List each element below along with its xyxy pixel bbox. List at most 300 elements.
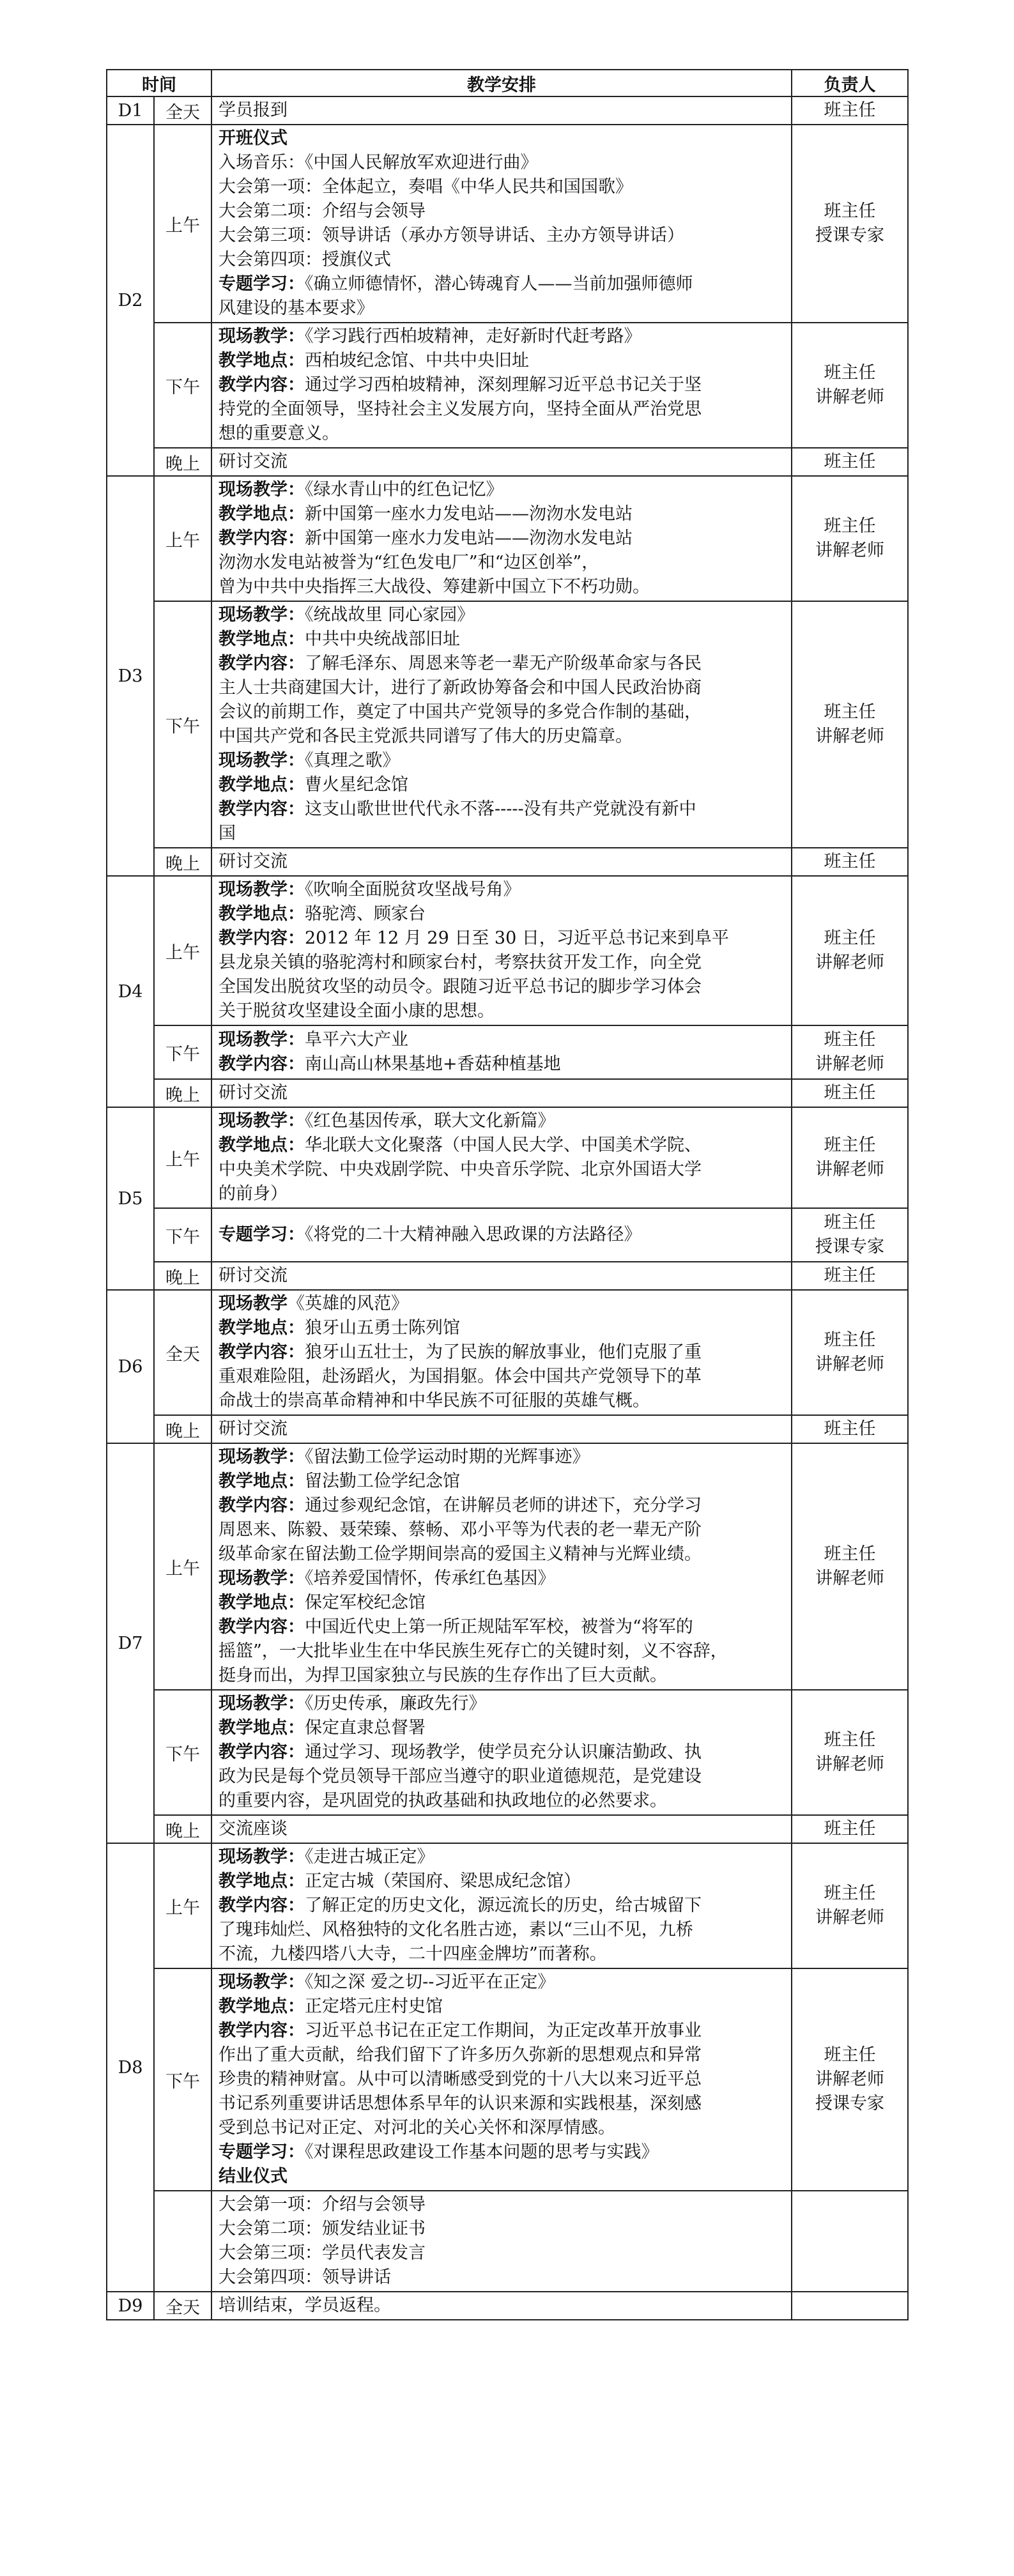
arrangement-cell [211,1690,792,1815]
arrangement-line [219,1340,785,1365]
period-cell: 晚上 [154,1079,211,1107]
arrangement-cell [211,1968,792,2191]
item-text: 《统战故里 同心家园》 [305,605,475,625]
period-cell: 下午 [154,323,211,448]
item-label: 现场教学： [219,880,305,900]
arrangement-line [219,902,785,926]
period-cell: 上午 [154,876,211,1025]
day-cell: D7 [107,1443,154,1843]
arrangement-line [219,1518,785,1542]
item-text: 研讨交流 [219,1083,288,1103]
arrangement-line [219,224,785,248]
arrangement-line [219,975,785,999]
arrangement-line [219,1894,785,1918]
arrangement-line [219,98,785,123]
item-text: 阜平六大产业 [305,1030,408,1050]
arrangement-line [219,676,785,700]
item-label: 现场教学 [219,1294,288,1314]
arrangement-line [219,1817,785,1841]
item-label: 教学内容： [219,1742,305,1762]
item-text: 《留法勤工俭学运动时期的光辉事迹》 [305,1447,590,1467]
item-text: 狼牙山五勇士陈列馆 [305,1318,460,1338]
schedule-row [107,1107,908,1208]
owner-name: 讲解老师 [815,953,884,972]
arrangement-cell [211,1079,792,1107]
arrangement-cell [211,1025,792,1079]
arrangement-line [219,478,785,502]
schedule-row [107,2191,908,2292]
owner-cell [792,601,908,848]
schedule-row [107,1262,908,1290]
arrangement-line [219,1716,785,1740]
period-cell: 晚上 [154,448,211,476]
arrangement-line [219,2241,785,2266]
item-text: 大会第四项：领导讲话 [219,2267,391,2287]
item-text: 保定军校纪念馆 [305,1593,426,1613]
arrangement-cell [211,125,792,323]
arrangement-line [219,773,785,797]
day-cell: D3 [107,476,154,876]
owner-cell [792,1968,908,2191]
owner-name: 班主任 [824,1135,876,1155]
owner-name: 讲解老师 [815,540,884,560]
item-label: 教学内容： [219,1342,305,1362]
owner-cell [792,1443,908,1690]
item-text: 《真理之歌》 [305,751,400,770]
schedule-row [107,448,908,476]
owner-name: 讲解老师 [815,1754,884,1774]
schedule-row [107,476,908,601]
item-text: 珍贵的精神财富。从中可以清晰感受到党的十八大以来习近平总 [219,2069,702,2089]
arrangement-cell [211,1443,792,1690]
item-text: 挺身而出，为捍卫国家独立与民族的生存作出了巨大贡献。 [219,1666,667,1685]
arrangement-line [219,1445,785,1469]
owner-name: 班主任 [824,100,876,120]
period-cell [154,2191,211,2292]
arrangement-cell [211,2191,792,2292]
item-text: 交流座谈 [219,1819,288,1839]
item-label: 现场教学： [219,1568,305,1588]
item-text: 《将党的二十大精神融入思政课的方法路径》 [305,1225,641,1245]
arrangement-cell [211,601,792,848]
item-text: 命战士的崇高革命精神和中华民族不可征服的英雄气概。 [219,1391,650,1411]
arrangement-line [219,1542,785,1567]
item-text: 大会第四项：授旗仪式 [219,250,391,270]
item-text: 中共中央统战部旧址 [305,629,460,649]
period-cell: 全天 [154,96,211,125]
header-arrangement: 教学安排 [211,70,792,96]
item-text: 级革命家在留法勤工俭学期间崇高的爱国主义精神与光辉业绩。 [219,1544,702,1564]
schedule-row [107,1815,908,1843]
item-text: 《绿水青山中的红色记忆》 [305,480,503,500]
period-cell: 上午 [154,1443,211,1690]
day-cell: D8 [107,1843,154,2292]
item-text: 不流，九楼四塔八大寺，二十四座金牌坊”而著称。 [219,1944,607,1964]
arrangement-line [219,1158,785,1182]
arrangement-cell [211,1843,792,1968]
arrangement-line [219,575,785,599]
arrangement-cell [211,1107,792,1208]
period-cell: 晚上 [154,848,211,876]
item-label: 教学地点： [219,775,305,795]
item-text: 了解正定的历史文化，源远流长的历史，给古城留下 [305,1896,702,1915]
header-owner: 负责人 [792,70,908,96]
arrangement-line [219,151,785,175]
arrangement-line [219,349,785,373]
header-time: 时间 [107,70,211,96]
item-label: 教学内容： [219,1896,305,1915]
arrangement-line [219,1995,785,2019]
item-label: 现场教学： [219,1972,305,1992]
item-text: 摇篮”，一大批毕业生在中华民族生死存亡的关键时刻，义不容辞， [219,1641,728,1661]
arrangement-line [219,627,785,652]
period-cell: 下午 [154,1968,211,2191]
item-label: 教学内容： [219,799,305,819]
arrangement-line [219,797,785,822]
item-label: 教学地点： [219,904,305,924]
item-text: 学员报到 [219,100,288,120]
period-cell: 下午 [154,1690,211,1815]
item-text: 县龙泉关镇的骆驼湾村和顾家台村，考察扶贫开发工作，向全党 [219,953,702,972]
arrangement-line [219,1469,785,1494]
arrangement-line [219,2043,785,2067]
item-text: 中国共产党和各民主党派共同谱写了伟大的历史篇章。 [219,726,633,746]
owner-cell [792,848,908,876]
schedule-row [107,1968,908,2191]
owner-name: 讲解老师 [815,1160,884,1179]
item-label: 教学内容： [219,1054,305,1074]
arrangement-cell [211,876,792,1025]
item-text: 《对课程思政建设工作基本问题的思考与实践》 [305,2142,659,2162]
item-text: 风建设的基本要求》 [219,298,374,318]
arrangement-line [219,1182,785,1206]
owner-cell [792,1079,908,1107]
arrangement-line [219,1052,785,1077]
arrangement-line [219,1028,785,1052]
item-label: 教学地点： [219,1997,305,2016]
owner-name: 讲解老师 [815,1908,884,1928]
item-text: 重艰难险阻，赴汤蹈火，为国捐躯。体会中国共产党领导下的革 [219,1367,702,1386]
item-text: 培训结束，学员返程。 [219,2296,391,2315]
period-cell: 下午 [154,601,211,848]
period-cell: 晚上 [154,1415,211,1443]
arrangement-line [219,2067,785,2092]
arrangement-line [219,749,785,773]
item-label: 教学内容： [219,2021,305,2041]
item-label: 现场教学： [219,480,305,500]
period-cell: 晚上 [154,1262,211,1290]
schedule-row [107,96,908,125]
day-cell: D2 [107,125,154,476]
item-text: 书记系列重要讲话思想体系早年的认识来源和实践根基，深刻感 [219,2094,702,2113]
arrangement-line [219,1264,785,1288]
arrangement-line [219,1223,785,1247]
item-text: 习近平总书记在正定工作期间，为正定改革开放事业 [305,2021,702,2041]
item-label: 现场教学： [219,751,305,770]
arrangement-line [219,502,785,526]
arrangement-line [219,2217,785,2241]
item-text: 研讨交流 [219,452,288,471]
item-label: 教学内容： [219,654,305,673]
owner-cell [792,1690,908,1815]
owner-name: 授课专家 [815,2094,884,2113]
day-cell: D9 [107,2292,154,2320]
period-cell: 上午 [154,476,211,601]
arrangement-cell [211,1208,792,1262]
owner-name: 讲解老师 [815,387,884,407]
owner-cell [792,876,908,1025]
item-text: 保定直隶总督署 [305,1718,426,1738]
item-text: 研讨交流 [219,852,288,871]
arrangement-line [219,2294,785,2318]
owner-cell [792,1415,908,1443]
owner-name: 讲解老师 [815,726,884,746]
arrangement-line [219,1591,785,1615]
owner-name: 班主任 [824,1083,876,1103]
arrangement-line [219,2092,785,2116]
item-text: 了瑰玮灿烂、风格独特的文化名胜古迹，素以“三山不见，九桥 [219,1920,693,1940]
owner-name: 班主任 [824,2045,876,2065]
arrangement-line [219,248,785,272]
period-cell: 全天 [154,1290,211,1415]
item-text: 研讨交流 [219,1266,288,1285]
arrangement-line [219,951,785,975]
header-row [107,70,908,96]
arrangement-line [219,1389,785,1413]
arrangement-line [219,1845,785,1869]
arrangement-cell [211,848,792,876]
item-label: 教学内容： [219,528,305,548]
item-label: 专题学习： [219,1225,305,1245]
owner-cell [792,448,908,476]
owner-name: 班主任 [824,1330,876,1350]
item-label: 教学地点： [219,351,305,371]
item-label: 教学地点： [219,1593,305,1613]
schedule-row [107,1079,908,1107]
item-text: 作出了重大贡献，给我们留下了许多历久弥新的思想观点和异常 [219,2045,702,2065]
item-text: 主人士共商建国大计，进行了新政协筹备会和中国人民政治协商 [219,678,702,698]
arrangement-line [219,1292,785,1316]
arrangement-line [219,325,785,349]
owner-name: 班主任 [824,1213,876,1232]
schedule-row [107,848,908,876]
owner-name: 班主任 [824,452,876,471]
arrangement-line [219,1316,785,1340]
item-text: 正定塔元庄村史馆 [305,1997,443,2016]
item-text: 通过学习、现场教学，使学员充分认识廉洁勤政、执 [305,1742,702,1762]
arrangement-line [219,1789,785,1813]
item-text: 持党的全面领导，坚持社会主义发展方向，坚持全面从严治党思 [219,399,702,419]
item-text: 通过参观纪念馆，在讲解员老师的讲述下，充分学习 [305,1496,702,1515]
item-text: 沕沕水发电站被誉为“红色发电厂”和“边区创举”， [219,553,599,572]
period-cell: 上午 [154,1107,211,1208]
item-text: 华北联大文化聚落（中国人民大学、中国美术学院、 [305,1135,702,1155]
item-text: 《学习践行西柏坡精神，走好新时代赶考路》 [305,326,641,346]
arrangement-line [219,1417,785,1441]
item-text: 的前身） [219,1184,288,1204]
owner-name: 班主任 [824,363,876,383]
owner-name: 班主任 [824,1266,876,1285]
arrangement-cell [211,96,792,125]
owner-cell [792,1107,908,1208]
arrangement-line [219,1133,785,1158]
item-text: 《吹响全面脱贫攻坚战号角》 [305,880,521,900]
item-label: 教学地点： [219,1871,305,1891]
item-text: 中国近代史上第一所正规陆军军校，被誉为“将军的 [305,1617,693,1637]
item-text: 《培养爱国情怀，传承红色基因》 [305,1568,555,1588]
item-label: 现场教学： [219,1694,305,1713]
arrangement-line [219,1109,785,1133]
arrangement-line [219,850,785,874]
arrangement-line [219,1918,785,1942]
schedule-row [107,1208,908,1262]
owner-name: 班主任 [824,1419,876,1439]
arrangement-line [219,1942,785,1966]
arrangement-line [219,603,785,627]
item-text: 了解毛泽东、周恩来等老一辈无产阶级革命家与各民 [305,654,702,673]
owner-name: 班主任 [824,928,876,948]
day-cell: D6 [107,1290,154,1443]
item-text: 《确立师德情怀，潜心铸魂育人——当前加强师德师 [305,274,693,294]
arrangement-line [219,175,785,199]
item-text: 想的重要意义。 [219,424,339,443]
item-text: 入场音乐：《中国人民解放军欢迎进行曲》 [219,153,538,172]
arrangement-cell [211,323,792,448]
schedule-row [107,323,908,448]
item-text: 研讨交流 [219,1419,288,1439]
arrangement-cell [211,1815,792,1843]
item-text: 受到总书记对正定、对河北的关心关怀和深厚情感。 [219,2118,615,2138]
item-text: 中央美术学院、中央戏剧学院、中央音乐学院、北京外国语大学 [219,1160,702,1179]
item-label: 现场教学： [219,1030,305,1050]
arrangement-line [219,926,785,951]
item-text: 正定古城（荣国府、梁思成纪念馆） [305,1871,581,1891]
owner-name: 班主任 [824,1030,876,1050]
item-text: 周恩来、陈毅、聂荣臻、蔡畅、邓小平等为代表的老一辈无产阶 [219,1520,702,1540]
owner-cell [792,96,908,125]
arrangement-line [219,1639,785,1664]
ceremony-title: 开班仪式 [219,128,288,148]
owner-cell [792,125,908,323]
period-cell: 上午 [154,125,211,323]
owner-name: 班主任 [824,702,876,722]
item-text: 关于脱贫攻坚建设全面小康的思想。 [219,1001,495,1021]
item-label: 现场教学： [219,1447,305,1467]
schedule-row [107,1025,908,1079]
arrangement-line [219,373,785,397]
owner-cell [792,2292,908,2320]
period-cell: 下午 [154,1208,211,1262]
owner-name: 授课专家 [815,1237,884,1257]
owner-name: 讲解老师 [815,1054,884,1074]
arrangement-line [219,551,785,575]
arrangement-line [219,450,785,474]
item-text: 大会第一项：介绍与会领导 [219,2195,426,2214]
arrangement-cell [211,1290,792,1415]
arrangement-cell [211,476,792,601]
ceremony-title: 结业仪式 [219,2166,288,2186]
owner-cell [792,1208,908,1262]
arrangement-line [219,1615,785,1639]
owner-name: 班主任 [824,1819,876,1839]
item-text: 留法勤工俭学纪念馆 [305,1471,460,1491]
owner-cell [792,1815,908,1843]
item-text: 狼牙山五壮士，为了民族的解放事业，他们克服了重 [305,1342,702,1362]
item-label: 教学地点： [219,1318,305,1338]
item-text: 大会第三项：领导讲话（承办方领导讲话、主办方领导讲话） [219,226,684,245]
period-cell: 下午 [154,1025,211,1079]
arrangement-line [219,1740,785,1765]
period-cell: 上午 [154,1843,211,1968]
schedule-row [107,601,908,848]
owner-cell [792,476,908,601]
item-label: 教学内容： [219,1617,305,1637]
item-label: 教学地点： [219,504,305,524]
item-text: 骆驼湾、顾家台 [305,904,426,924]
arrangement-line [219,1692,785,1716]
owner-name: 班主任 [824,1883,876,1903]
arrangement-line [219,526,785,551]
owner-cell [792,1025,908,1079]
arrangement-cell [211,2292,792,2320]
owner-name: 班主任 [824,1544,876,1564]
item-text: 新中国第一座水力发电站——沕沕水发电站 [305,504,633,524]
item-label: 教学地点： [219,629,305,649]
arrangement-line [219,1765,785,1789]
arrangement-line [219,999,785,1023]
owner-name: 讲解老师 [815,2069,884,2089]
period-cell: 全天 [154,2292,211,2320]
item-label: 专题学习： [219,274,305,294]
item-text: 曾为中共中央指挥三大战役、筹建新中国立下不朽功勋。 [219,577,650,597]
arrangement-line [219,2193,785,2217]
item-text: 大会第三项：学员代表发言 [219,2243,426,2263]
arrangement-line [219,822,785,846]
arrangement-line [219,1494,785,1518]
schedule-row [107,876,908,1025]
item-label: 教学内容： [219,1496,305,1515]
day-cell: D4 [107,876,154,1107]
item-text: 南山高山林果基地+香菇种植基地 [305,1054,561,1074]
owner-name: 讲解老师 [815,1354,884,1374]
item-label: 教学地点： [219,1718,305,1738]
schedule-row [107,1843,908,1968]
arrangement-line [219,2140,785,2165]
schedule-row [107,1690,908,1815]
schedule-row [107,2292,908,2320]
owner-name: 授课专家 [815,226,884,245]
item-label: 专题学习： [219,2142,305,2162]
arrangement-cell [211,448,792,476]
item-text: 政为民是每个党员领导干部应当遵守的职业道德规范，是党建设 [219,1767,702,1786]
arrangement-line [219,878,785,902]
day-cell: D1 [107,96,154,125]
schedule-row [107,1443,908,1690]
arrangement-line [219,2019,785,2043]
item-text: 2012 年 12 月 29 日至 30 日，习近平总书记来到阜平 [305,928,729,948]
arrangement-line [219,296,785,321]
item-label: 教学地点： [219,1471,305,1491]
schedule-body [107,96,908,2320]
owner-name: 班主任 [824,516,876,536]
item-text: 曹火星纪念馆 [305,775,408,795]
item-label: 教学内容： [219,375,305,395]
item-text: 《历史传承，廉政先行》 [305,1694,486,1713]
owner-cell [792,1843,908,1968]
item-text: 这支山歌世世代代永不落-----没有共产党就没有新中 [305,799,696,819]
owner-name: 班主任 [824,1730,876,1750]
arrangement-line [219,652,785,676]
